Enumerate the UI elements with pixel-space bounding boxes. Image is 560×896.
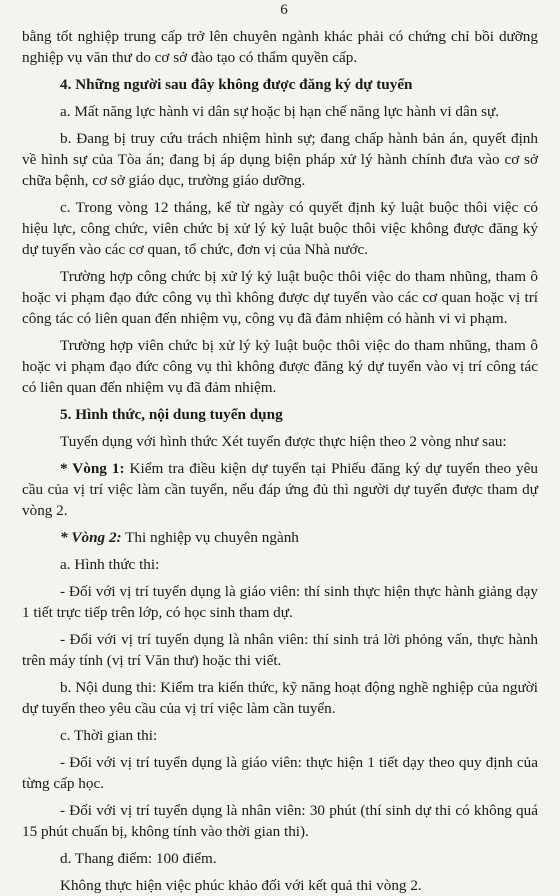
paragraph-continuation: bằng tốt nghiệp trung cấp trở lên chuyên ngành khác phải có chứng chỉ bồi dưỡng nghiệp vụ văn thư do cơ sở đào tạo có thẩm quyền cấp. [22,28,538,66]
round-2-text: Thi nghiệp vụ chuyên ngành [121,529,299,546]
form-label: a. Hình thức thi: [60,556,160,573]
round-1-text: Kiểm tra điều kiện dự tuyển tại Phiếu đăng ký dự tuyển theo yêu cầu của vị trí việc làm cần tuyển, nếu đáp ứng đủ thì người dự tuyển được tham dự vòng 2. [22,460,538,519]
time-staff: - Đối với vị trí tuyển dụng là nhân viên: 30 phút (thí sinh dự thi có không quá 15 phút chuẩn bị, không tính vào thời gian thi). [22,802,538,840]
paragraph-public-employee: Trường hợp viên chức bị xử lý kỷ luật buộc thôi việc do tham nhũng, tham ô hoặc vi phạm đạo đức công vụ thì không được đăng ký dự tuyển vào vị trí công tác có liên quan đến nhiệm vụ đã đảm nhiệm. [22,337,538,396]
round-1-paragraph [22,458,538,521]
form-staff: - Đối với vị trí tuyển dụng là nhân viên: thí sinh trả lời phỏng vấn, thực hành trên máy tính (vị trí Văn thư) hoặc thi viết. [22,631,538,669]
form-teacher: - Đối với vị trí tuyển dụng là giáo viên: thí sinh thực hiện thực hành giảng dạy 1 tiết trực tiếp trên lớp, có học sinh tham dự. [22,583,538,621]
round-1-label: * Vòng 1: [60,460,125,477]
section-4-heading: 4. Những người sau đây không được đăng ký dự tuyển [60,76,413,93]
round-2-paragraph [22,527,538,548]
item-a: a. Mất năng lực hành vi dân sự hoặc bị hạn chế năng lực hành vi dân sự. [60,103,500,120]
scale-paragraph: d. Thang điểm: 100 điểm. [60,850,217,867]
item-b: b. Đang bị truy cứu trách nhiệm hình sự; đang chấp hành bản án, quyết định về hình sự của Tòa án; đang bị áp dụng biện pháp xử lý hành chính đưa vào cơ sở chữa bệnh, cơ sở giáo dục, trường giáo dưỡng. [22,130,538,189]
paragraph-civil-servant: Trường hợp công chức bị xử lý kỷ luật buộc thôi việc do tham nhũng, tham ô hoặc vi phạm đạo đức công vụ thì không được dự tuyển vào các cơ quan hoặc vị trí công tác có liên quan đến nhiệm vụ, công vụ đã đảm nhiệm có hành vi vi phạm. [22,268,538,327]
page-number: 6 [280,2,288,18]
content-paragraph: b. Nội dung thi: Kiểm tra kiến thức, kỹ năng hoạt động nghề nghiệp của người dự tuyển theo yêu cầu của vị trí việc làm cần tuyển. [22,679,538,717]
item-c: c. Trong vòng 12 tháng, kể từ ngày có quyết định kỷ luật buộc thôi việc có hiệu lực, công chức, viên chức bị xử lý kỷ luật buộc thôi việc không được đăng ký dự tuyển vào các cơ quan, tổ chức, đơn vị của Nhà nước. [22,199,538,258]
round-2-label: * Vòng 2: [60,529,122,546]
time-label: c. Thời gian thi: [60,727,158,744]
time-teacher: - Đối với vị trí tuyển dụng là giáo viên: thực hiện 1 tiết dạy theo quy định của từng cấp học. [22,754,538,792]
section-5-heading: 5. Hình thức, nội dung tuyển dụng [60,406,283,423]
final-paragraph: Không thực hiện việc phúc khảo đối với kết quả thi vòng 2. [60,877,422,894]
paragraph-intro: Tuyển dụng với hình thức Xét tuyển được thực hiện theo 2 vòng như sau: [60,433,507,450]
